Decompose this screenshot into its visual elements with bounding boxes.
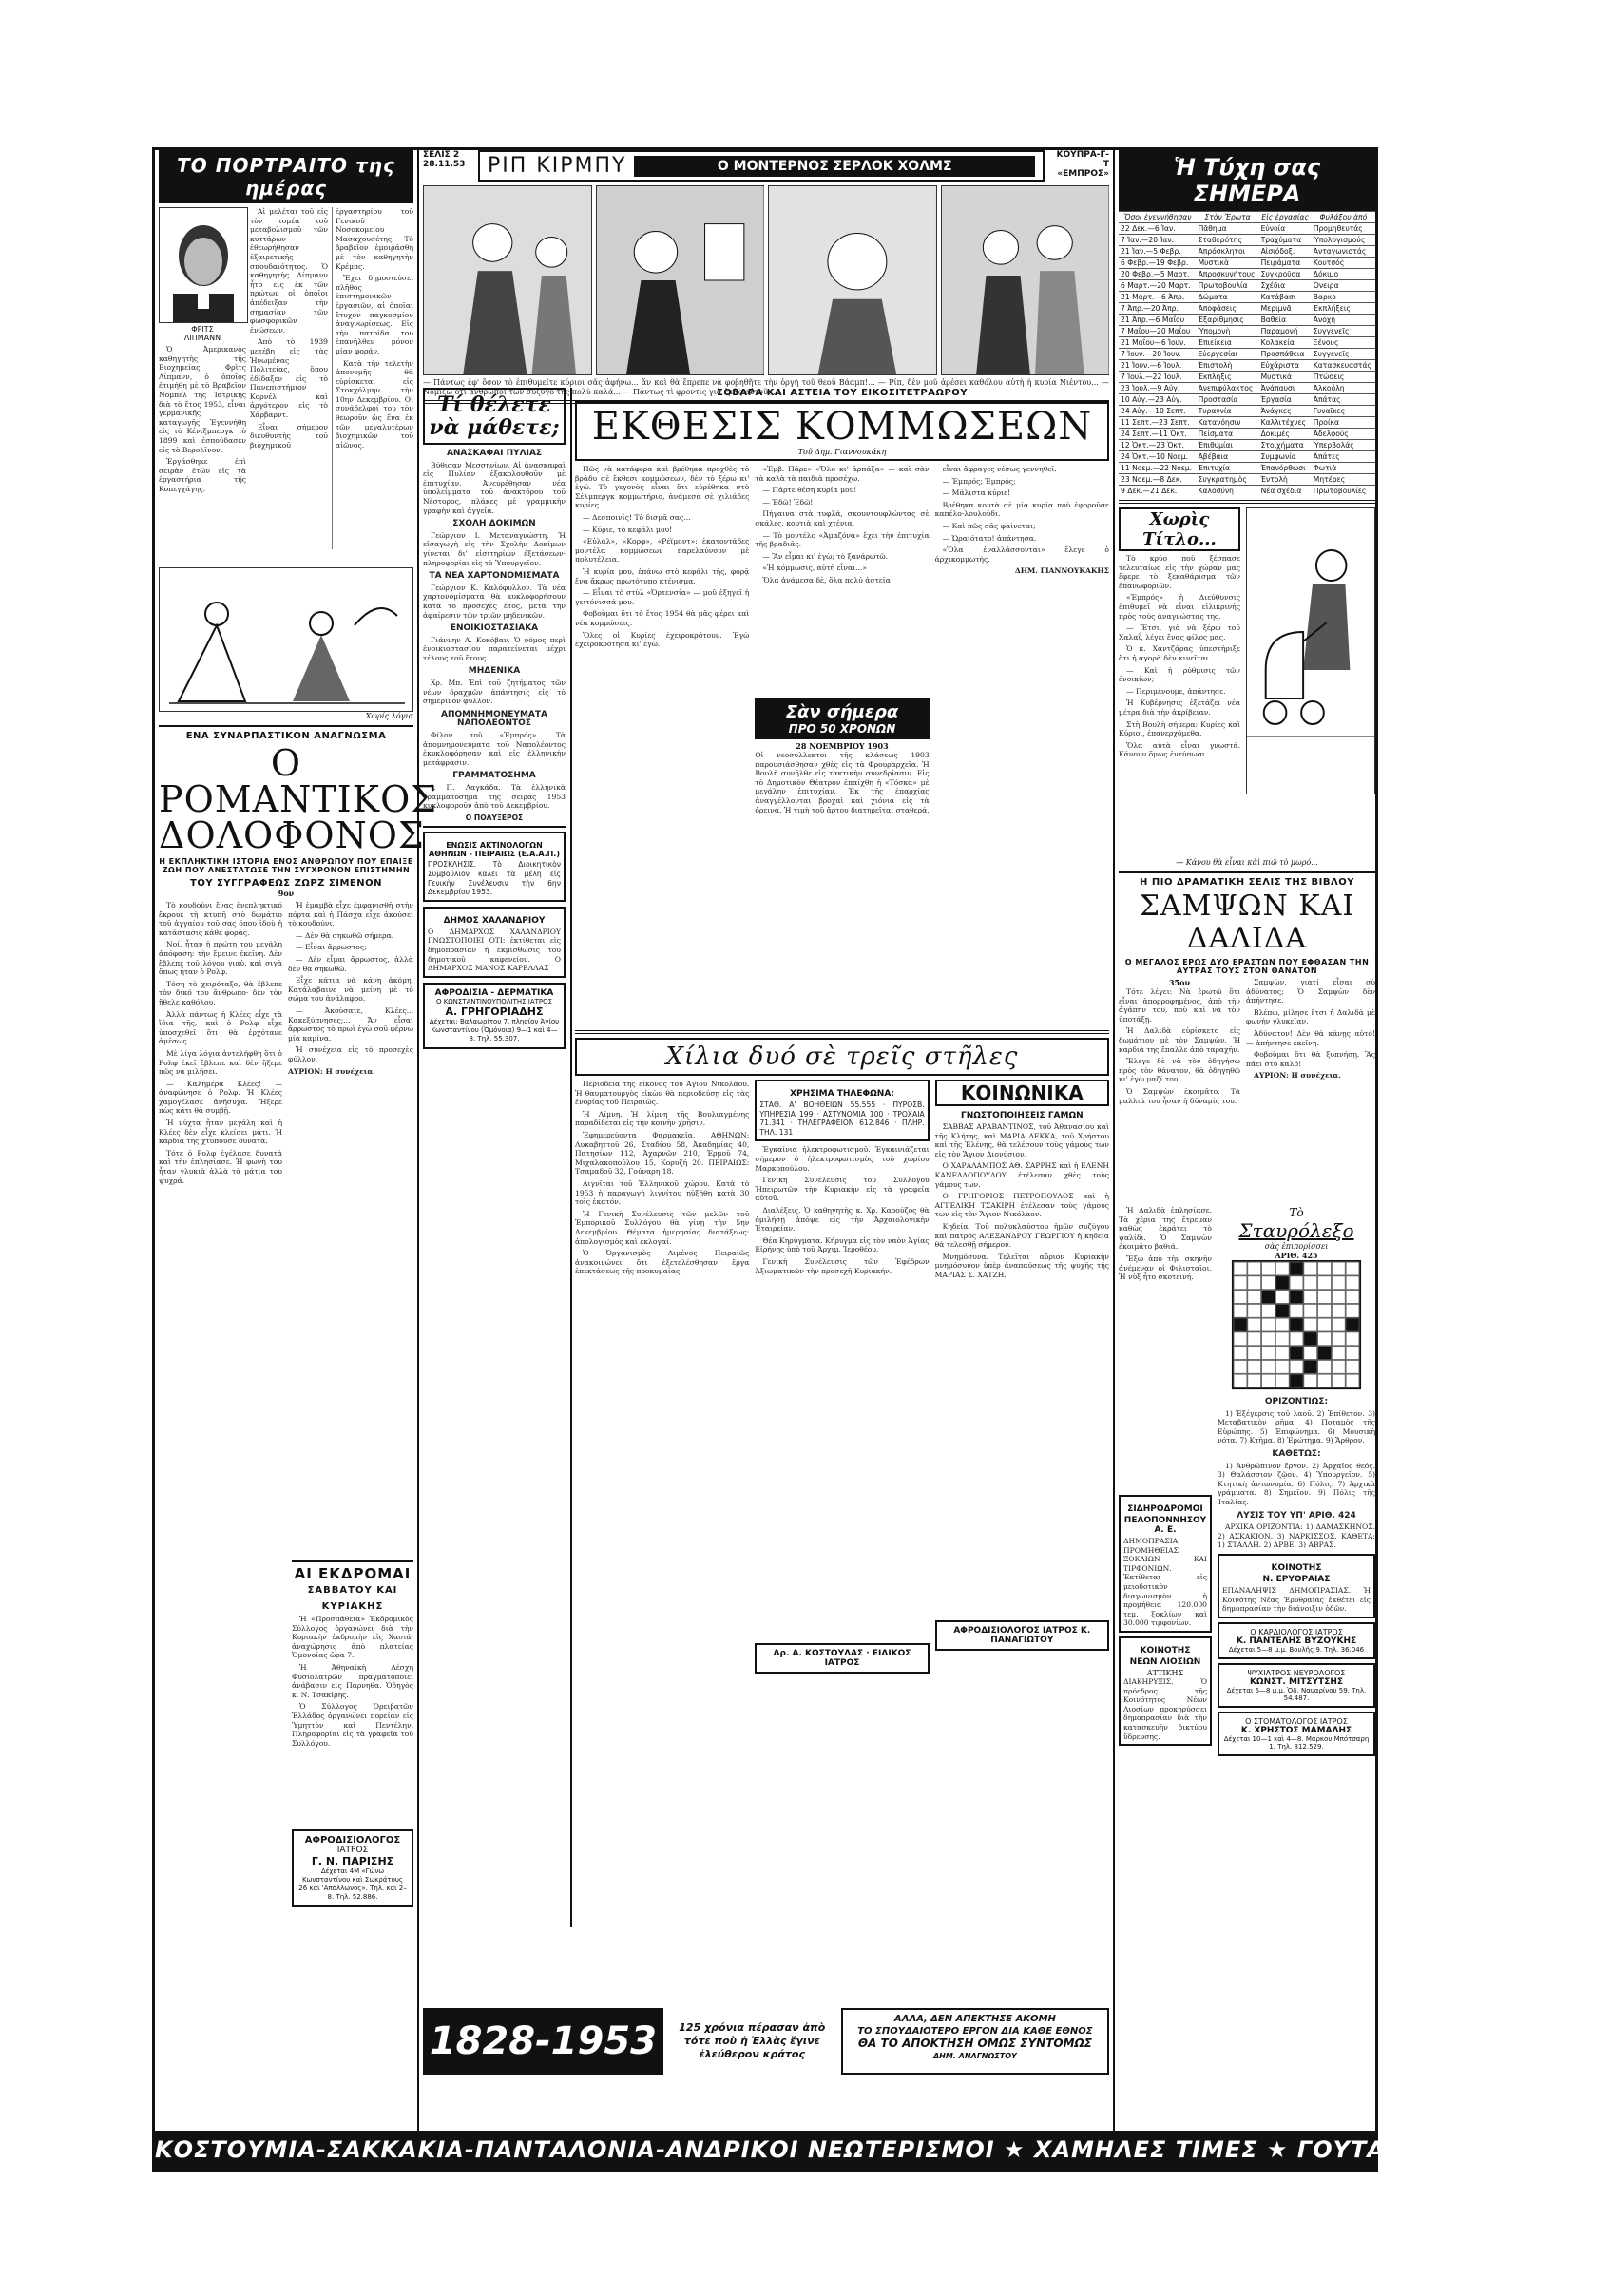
- crossword-grid[interactable]: [1232, 1260, 1361, 1389]
- horoscope-table: Ὅσοι ἐγεννήθησαν Στὸν Ἔρωτα Εἰς ἐργασίας Φυλάξου ἀπό 22 Δεκ.—6 Ἰαν. Πᾶθημα Εὐνοία Προμηθευτάς 7 Ἰαν.—20 Ἰαν. Σταθερότης Τραχύματα Ὑπολογισμούς 21 Ἰαν.—5 Φεβρ. Ἀπρόσκλητοι Αἰσιόδοξ. Ἀνταγωνιστάς 6 Φεβρ.—19 Φεβρ. Μυστικὰ Πειράματα Κουτσός 20 Φεβρ.—5 Μαρτ. Ἀπροσκυνήτους Συγκροῦσα Δόκιμο 6 Μαρτ.—20 Μαρτ. Πρωτοβουλία Σχέδια Ὀνειρα 21 Μαρτ.—6 Ἀπρ. Δώματα Κατάβασι Βαρκο 7 Ἀπρ.—20 Ἀπρ. Ἀποφάσεις Μεριμνᾶ Ἐκπλήξεις 21 Ἀπρ.—6 Μαΐου Ἐξαρίθμησις Βαθεία Ἀνοχὴ 7 Μαΐου—20 Μαΐου Ὑπομονὴ Παραμονή Συγγενεῖς 21 Μαΐου—6 Ἰουν. Ἐπιείκεια Κολακεία Ξένους 7 Ἰουν.—20 Ἰουν. Εὐεργεσίαι Προσπάθεια Συγγενεῖς 21 Ἰουν.—6 Ἰουλ. Ἐπιστολὴ Εὐχάριστα Κατασκευαστάς 7 Ἰουλ.—22 Ἰουλ. Ἐκπληξις Μυστικὰ Πτώσεις 23 Ἰουλ.—9 Αὐγ. Ἀνεπιφύλακτος Ἀνάπαυσι Ἀλκοόλη 10 Αὐγ.—23 Αὐγ. Προστασία Ἐργασία Ἀπάτας 24 Αὐγ.—10 Σεπτ. Τυραννία Ἀνάγκες Γυναῖκες 11 Σεπτ.—23 Σεπτ. Κατανόησιν Καλλιτέχνες Προίκα 24 Σεπτ.—11 Ὀκτ. Πείσματα Δοκιμές Ἀδελφούς 12 Ὀκτ.—23 Ὀκτ. Ἐπιθυμίαι Στοιχήματα Ὑπερβολάς 24 Ὀκτ.—10 Νοεμ. Ἀβέβαια Συμφωνία Ἀπάτες 11 Νοεμ.—22 Νοεμ. Ἐπιτυχία Ἐπανόρθωσι Φωτιὰ 23 Νοεμ.—8 Δεκ. Συγκρατημὸς Ἐντολὴ Μητέρες 9 Δεκ.—21 Δεκ. Καλοσύνη Νέα σχέδια Πρωτοβουλίες: [1119, 211, 1375, 496]
- horoscope-row: [1119, 463, 1375, 474]
- horoscope-cell: Δώματα: [1197, 292, 1259, 303]
- portrait-name: ΦΡΙΤΣ ΛΙΠΜΑΝΝ: [183, 325, 221, 342]
- ad-railways: ΣΙΔΗΡΟΔΡΟΜΟΙ ΠΕΛΟΠΟΝΝΗΣΟΥ Α. Ε. ΔΗΜΟΠΡΑΣΙΑ ΠΡΟΜΗΘΕΙΑΣ ΞΟΚΛΙΩΝ ΚΑΙ ΤΙΡΦΟΝΙΩΝ. Ἐκτίθεται εἰς μειοδοτικὸν διαγωνισμὸν ἡ προμήθεια 120.000 τεμ. ξοκλίων καὶ 30.000 τιρφονίων.: [1119, 1495, 1212, 1633]
- horoscope-cell: Κατασκευαστάς: [1312, 360, 1375, 372]
- horoscope-row: [1119, 337, 1375, 349]
- horoscope-cell: 10 Αὐγ.—23 Αὐγ.: [1119, 394, 1197, 406]
- crossword-cell: [1290, 1318, 1304, 1332]
- crossword-cell[interactable]: [1275, 1331, 1290, 1346]
- horoscope-cell: 7 Ἀπρ.—20 Ἀπρ.: [1119, 303, 1197, 315]
- comic-panel-4: [941, 185, 1110, 375]
- horoscope-cell: Καλλιτέχνες: [1259, 417, 1312, 429]
- crossword-cell[interactable]: [1261, 1304, 1275, 1318]
- crossword-cell[interactable]: [1317, 1360, 1332, 1374]
- horoscope-cell: 6 Μαρτ.—20 Μαρτ.: [1119, 280, 1197, 292]
- useful-phones: ΧΡΗΣΙΜΑ ΤΗΛΕΦΩΝΑ: ΣΤΑΘ. Α' ΒΟΗΘΕΙΩΝ 55.555 · ΠΥΡΟΣΒ. ΥΠΗΡΕΣΙΑ 199 · ΑΣΤΥΝΟΜΙΑ 100 · ΤΡΟΧΑΙΑ 71.341 · ΤΗΛΕΓΡΑΦΕΙΟΝ 612.846 · ΠΛΗΡ. ΤΗΛ. 131: [755, 1080, 929, 1141]
- crossword-cell[interactable]: [1247, 1374, 1261, 1388]
- horoscope-cell: Ἀποφάσεις: [1197, 303, 1259, 315]
- crossword-cell[interactable]: [1247, 1346, 1261, 1360]
- horoscope-cell: 21 Μαρτ.—6 Ἀπρ.: [1119, 292, 1197, 303]
- horoscope-cell: 23 Νοεμ.—8 Δεκ.: [1119, 474, 1197, 486]
- horoscope-cell: 22 Δεκ.—6 Ἰαν.: [1119, 223, 1197, 235]
- crossword-cell[interactable]: [1303, 1346, 1317, 1360]
- crossword-cell[interactable]: [1332, 1275, 1346, 1290]
- crossword-cell[interactable]: [1332, 1262, 1346, 1276]
- horoscope-cell: Ὑπερβολάς: [1312, 440, 1375, 451]
- crossword-cell[interactable]: [1234, 1374, 1248, 1388]
- crossword-cell[interactable]: [1261, 1262, 1275, 1276]
- horoscope-cell: Συγκρατημὸς: [1197, 474, 1259, 486]
- horoscope-row: [1119, 394, 1375, 406]
- crossword-cell[interactable]: [1332, 1360, 1346, 1374]
- crossword-cell[interactable]: [1317, 1374, 1332, 1388]
- horoscope-cell: Ἀνεπιφύλακτος: [1197, 383, 1259, 394]
- horoscope-cell: Πτώσεις: [1312, 372, 1375, 383]
- crossword-cell[interactable]: [1303, 1318, 1317, 1332]
- crossword-cell[interactable]: [1261, 1331, 1275, 1346]
- horoscope-cell: Σχέδια: [1259, 280, 1312, 292]
- pram-cartoon: [1246, 507, 1375, 794]
- crossword-cell[interactable]: [1317, 1331, 1332, 1346]
- crossword-cell[interactable]: [1346, 1360, 1360, 1374]
- horoscope-cell: Φωτιὰ: [1312, 463, 1375, 474]
- crossword-cell[interactable]: [1346, 1304, 1360, 1318]
- crossword-cell[interactable]: [1275, 1360, 1290, 1374]
- hair-show-article: ΣΟΒΑΡΑ ΚΑΙ ΑΣΤΕΙΑ ΤΟΥ ΕΙΚΟΣΙΤΕΤΡΑΩΡΟΥ ΕΚΘΕΣΙΣ ΚΟΜΜΩΣΕΩΝ Τοῦ Δημ. Γιαννουκάκη Πῶς νὰ κατάφερα καὶ βρέθηκα προχθὲς τὸ βράδυ σὲ ἔκθεσι κομμώσεων, δὲν τὸ ξέρω κι' ἐγώ. Τὸ γεγονὸς εἶναι ὅτι εὑρέθηκα στὸ Σέλμπεργκ κομμωτήριο, ἀνάμεσα σὲ χιλιάδες κυρίες. — Δεσποινίς! Τὸ δισμᾶ σας... — Κύριε, τὸ κεφάλι μου! «Εὐλάλ», «Κορφ», «Ρέϊμοντ»: ἑκατοντάδες μοντέλα κομμώσεων παρελαύνουν μὲ πολυτέλεια. Ἡ κυρία μου, ἐπάνω στὸ κεφάλι τῆς, φορᾷ ἔνα ἄκρως πρωτότυπο κτένισμα. — Εἶναι τὸ στὺλ «Ὀρτενσία» — μοῦ ἐξηγεῖ ἡ γειτόνισσά μου. Φοβοῦμαι ὅτι τὸ ἔτος 1954 θὰ μᾶς φέρει καὶ νέα κομμώσεις. Ὅλες οἱ Κυρίες ἐχειροκρότουν. Ἐγὼ ἐχειροκρότησα κι' ἐγὼ. «Ἐμβ. Πάρε» «Ὄλο κι' ἀρπάξα» — καὶ σὰν τὰ καλὰ τὰ παιδιὰ προσέχω. — Πάρτε θέση κυρία μου! — Ἐδῶ! Ἐδῶ! Πήγαινα στὰ τυφλά, σκουντουφλώντας σὲ σκάλες, κουτιὰ καὶ χτένια. — Τὸ μοντέλο «Ἀμαζόνα» ἔχει τὴν ἐπιτυχία τῆς βραδιᾶς. — Ἂν εἶμαι κι' ἐγὼ; τὸ ξανάρωτῶ. «Ἡ κόμμωσις, αὐτὴ εἶναι...» Ὅλα ἀνάμεσα δὲ, ὅλα πολύ ἀστεῖα! Σὰν σήμερα ΠΡΟ 50 ΧΡΟΝΩΝ 28 ΝΟΕΜΒΡΙΟΥ 1903 Οἱ νεοσύλλεκτοι τῆς κλάσεως 1903 παρουσιάσθησαν χθὲς εἰς τὰ Φρουραρχεῖα. Ἡ Βουλὴ συνῆλθε εἰς τακτικὴν συνεδρίασιν. Εἰς τὸ Δημοτικὸν Θέατρον ἐπαίχθη ἡ «Τόσκα» μὲ μεγάλην ἐπιτυχίαν. Ἐκ τῆς ἐπαρχίας ἀναγγέλλονται βροχαὶ καὶ χιόνια εἰς τὰ ὀρεινά. Ἡ τιμὴ τοῦ ἄρτου διατηρεῖται σταθερά. εἶναι ἄφραγες νέσως γεννηθεῖ. — Ἐμπρός; Ἐμπρός; — Μάλιστα κύριε! Βρέθηκα κοντὰ σὲ μία κυρία ποὺ ἐφοροῦσε καπέλο-λουλούδι. — Καὶ πῶς σᾶς φαίνεται; — Ὡραιότατο! ἀπάντησα. «Ὅλα ἐναλλάσσονται» ἔλεγε ὁ ἀρχικομμωτής. ΔΗΜ. ΓΙΑΝΝΟΥΚΑΚΗΣ Χίλια δυό σὲ τρεῖς στῆλες Περιοδεία τῆς εἰκόνος τοῦ Ἀγίου Νικολάου. Ἡ θαυματουργὸς εἰκὼν θὰ περιοδεύσῃ εἰς τὰς ἐνορίας τοῦ Πειραιῶς. Ἡ Λίμνη. Ἡ λίμνη τῆς Βουλιαγμένης παραδίδεται εἰς τὴν κοινὴν χρῆσιν. Ἐφημερεύοντα Φαρμακεῖα. ΑΘΗΝΩΝ: Λυκαβηττοῦ 26, Σταδίου 58, Ἀκαδημίας 40, Πατησίων 112, Ἀχαρνῶν 210, Ἑρμοῦ 74, Μιχαλακοπούλου 15, Κορυζή 20. ΠΕΙΡΑΙΩΣ: Τσαμαδοῦ 32, Γούναρη 18. Λιγνῖται τοῦ Ἑλληνικοῦ χώρου. Κατὰ τὸ 1953 ἡ παραγωγὴ λιγνίτου ηὐξήθη κατὰ 30 τοῖς ἑκατόν. Ἡ Γενικὴ Συνέλευσις τῶν μελῶν τοῦ Ἐμπορικοῦ Συλλόγου θὰ γίνῃ τὴν 5ην Δεκεμβρίου. Θέματα ἡμερησίας διατάξεως: ἀπολογισμὸς καὶ ἐκλογαί. Ὁ Ὀργανισμὸς Λιμένος Πειραιῶς ἀνακοινώνει ὅτι ἐξετελέσθησαν ἔργα ἐπεκτάσεως τῆς προκυμαίας. ΧΡΗΣΙΜΑ ΤΗΛΕΦΩΝΑ: ΣΤΑΘ. Α' ΒΟΗΘΕΙΩΝ 55.555 · ΠΥΡΟΣΒ. ΥΠΗΡΕΣΙΑ 199 · ΑΣΤΥΝΟΜΙΑ 100 · ΤΡΟΧΑΙΑ 71.341 · ΤΗΛΕΓΡΑΦΕΙΟΝ 612.846 · ΠΛΗΡ. ΤΗΛ. 131 Ἐγκαίνια ἠλεκτροφωτισμοῦ. Ἐγκαινιάζεται σήμερον ὁ ἠλεκτροφωτισμὸς τοῦ χωρίου Μαρκοπούλου. Γενικὴ Συνέλευσις τοῦ Συλλόγου Ἠπειρωτῶν τὴν Κυριακὴν εἰς τὰ γραφεῖα αὐτοῦ. Διαλέξεις. Ὁ καθηγητὴς κ. Χρ. Καρούζος θὰ ὁμιλήσῃ ἀπόψε εἰς τὴν Ἀρχαιολογικὴν Ἑταιρείαν. Θέα Κηρύγματα. Κήρυγμα εἰς τὸν ναὸν Ἁγίας Εἰρήνης ὑπὸ τοῦ Ἀρχιμ. Ἱεροθέου. Γενικὴ Συνέλευσις τῶν Ἐφέδρων Ἀξιωματικῶν τὴν προσεχῆ Κυριακήν. Δρ. Α. ΚΩΣΤΟΥΛΑΣ · ΕΙΔΙΚΟΣ ΙΑΤΡΟΣ ΚΟΙΝΩΝΙΚΑ ΓΝΩΣΤΟΠΟΙΗΣΕΙΣ ΓΑΜΩΝ ΣΑΒΒΑΣ ΑΡΑΒΑΝΤΙΝΟΣ, τοῦ Ἀθανασίου καὶ τῆς Κλήτης, καὶ ΜΑΡΙΑ ΛΕΚΚΑ, τοῦ Χρήστου καὶ τῆς Ἑλένης, θὰ τελέσουν τοὺς γάμους των εἰς τὸν Ἅγιον Διονύσιον. Ο ΧΑΡΑΛΑΜΠΟΣ ΑΘ. ΣΑΡΡΗΣ καὶ ἡ ΕΛΕΝΗ ΚΑΝΕΛΛΟΠΟΥΛΟΥ ἐτέλεσαν χθὲς τοὺς γάμους των. Ο ΓΡΗΓΟΡΙΟΣ ΠΕΤΡΟΠΟΥΛΟΣ καὶ ἡ ΑΓΓΕΛΙΚΗ ΤΣΑΚΙΡΗ ἐτέλεσαν τοὺς γάμους των εἰς τὸν Ἅγιον Νικόλαον. Κηδεία. Τοῦ πολυκλαύστου ἡμῶν συζύγου καὶ πατρὸς ΑΛΕΞΑΝΔΡΟΥ ΓΕΩΡΓΙΟΥ ἡ κηδεία θὰ τελεσθῇ σήμερον. Μνημόσυνα. Τελεῖται αὔριον Κυριακὴν μνημόσυνον ὑπὲρ ἀναπαύσεως τῆς ψυχῆς τῆς ΜΑΡΙΑΣ Σ. ΧΑΤΖΗ. ΑΦΡΟΔΙΣΙΟΛΟΓΟΣ ΙΑΤΡΟΣ Κ. ΠΑΝΑΓΙΩΤΟΥ: [575, 388, 1109, 1927]
- comic-strip: [423, 185, 1109, 375]
- crossword-cell[interactable]: [1275, 1318, 1290, 1332]
- horoscope-cell: 21 Ἰαν.—5 Φεβρ.: [1119, 246, 1197, 258]
- weekend-title: ΑΙ ΕΚΔΡΟΜΑΙ ΣΑΒΒΑΤΟΥ ΚΑΙ ΚΥΡΙΑΚΗΣ: [294, 1565, 412, 1612]
- horoscope-cell: Πρωτοβουλία: [1197, 280, 1259, 292]
- hair-show-title: ΕΚΘΕΣΙΣ ΚΟΜΜΩΣΕΩΝ: [591, 405, 1093, 449]
- samson-title: ΣΑΜΨΩΝ ΚΑΙ ΔΑΛΙΔΑ: [1139, 890, 1355, 955]
- horoscope-cell: Προίκα: [1312, 417, 1375, 429]
- horoscope-row: [1119, 223, 1375, 235]
- anniversary-banner: 1828-1953 125 χρόνια πέρασαν ἀπὸ τότε ποὺ ἡ Ἑλλὰς ἔγινε ἐλεύθερον κράτος ΑΛΛΑ, ΔΕΝ ΑΠΕΚΤΗΣΕ ΑΚΟΜΗ ΤΟ ΣΠΟΥΔΑΙΟΤΕΡΟ ΕΡΓΟΝ ΔΙΑ ΚΑΘΕ ΕΘΝΟΣ ΘΑ ΤΟ ΑΠΟΚΤΗΣΗ ΟΜΩΣ ΣΥΝΤΟΜΩΣ ΔΗΜ. ΑΝΑΓΝΩΣΤΟΥ: [423, 2008, 1109, 2075]
- crossword-cell[interactable]: [1346, 1262, 1360, 1276]
- ad-kostoulas: Δρ. Α. ΚΩΣΤΟΥΛΑΣ · ΕΙΔΙΚΟΣ ΙΑΤΡΟΣ: [755, 1643, 929, 1674]
- ad-dentist: Ο ΣΤΟΜΑΤΟΛΟΓΟΣ ΙΑΤΡΟΣ Κ. ΧΡΗΣΤΟΣ ΜΑΜΑΛΗΣ Δέχεται 10—1 καὶ 4—8. Μάρκου Μπότσαρη 1. Τηλ. 812.529.: [1218, 1712, 1375, 1756]
- horoscope-cell: Ἀνοχὴ: [1312, 315, 1375, 326]
- crossword-cell: [1275, 1304, 1290, 1318]
- serial-title: Ο ΡΟΜΑΝΤΙΚΟΣ ΔΟΛΟΦΟΝΟΣ: [159, 742, 438, 856]
- hair-show-byline: Τοῦ Δημ. Γιαννουκάκη: [797, 448, 887, 456]
- horoscope-cell: Μυστικὰ: [1259, 372, 1312, 383]
- horoscope-cell: Κατανόησιν: [1197, 417, 1259, 429]
- weekend-text: Ἡ «Προσπάθεια» Ἐκδρομικὸς Σύλλογος ὀργανώνει διὰ τὴν Κυριακὴν ἐκδρομὴν εἰς Χασιά· ἀναχώρησις ἀπὸ πλατείας Ὁμονοίας ὥρα 7. Ἡ Ἀθηναϊκὴ Λέσχη Φυσιολατρῶν πραγματοποιεῖ ἀνάβασιν εἰς Πάρνηθα. Ὁδηγὸς κ. Ν. Τσακίρης. Ὁ Σύλλογος Ὁρειβατῶν Ἑλλάδος ὀργανώνει πορείαν εἰς Ὑμηττὸν καὶ Πεντέλην. Πληροφορίαι εἰς τὰ γραφεῖα τοῦ Συλλόγου.: [292, 1615, 413, 1748]
- horoscope-cell: Συγγενεῖς: [1312, 326, 1375, 337]
- horoscope-cell: Ἀνάγκες: [1259, 406, 1312, 417]
- horoscope-row: [1119, 235, 1375, 246]
- crossword-cell: [1275, 1275, 1290, 1290]
- crossword-cell[interactable]: [1303, 1374, 1317, 1388]
- horoscope-cell: Ἀλκοόλη: [1312, 383, 1375, 394]
- horoscope-cell: Προμηθευτάς: [1312, 223, 1375, 235]
- right-column: Ἡ Τύχη σας ΣΗΜΕΡΑ Ὅσοι ἐγεννήθησαν Στὸν Ἔρωτα Εἰς ἐργασίας Φυλάξου ἀπό 22 Δεκ.—6 Ἰαν. Πᾶθημα Εὐνοία Προμηθευτάς 7 Ἰαν.—20 Ἰαν. Σταθερότης Τραχύματα Ὑπολογισμούς 21 Ἰαν.—5 Φεβρ. Ἀπρόσκλητοι Αἰσιόδοξ. Ἀνταγωνιστάς 6 Φεβρ.—19 Φεβρ. Μυστικὰ Πειράματα Κουτσός 20 Φεβρ.—5 Μαρτ. Ἀπροσκυνήτους Συγκροῦσα Δόκιμο 6 Μαρτ.—20 Μαρτ. Πρωτοβουλία Σχέδια Ὀνειρα 21 Μαρτ.—6 Ἀπρ. Δώματα Κατάβασι Βαρκο 7 Ἀπρ.—20 Ἀπρ. Ἀποφάσεις Μεριμνᾶ Ἐκπλήξεις 21 Ἀπρ.—6 Μαΐου Ἐξαρίθμησις Βαθεία Ἀνοχὴ 7 Μαΐου—20 Μαΐου Ὑπομονὴ Παραμονή Συγγενεῖς 21 Μαΐου—6 Ἰουν. Ἐπιείκεια Κολακεία Ξένους 7 Ἰουν.—20 Ἰουν. Εὐεργεσίαι Προσπάθεια Συγγενεῖς 21 Ἰουν.—6 Ἰουλ. Ἐπιστολὴ Εὐχάριστα Κατασκευαστάς 7 Ἰουλ.—22 Ἰουλ. Ἐκπληξις Μυστικὰ Πτώσεις 23 Ἰουλ.—9 Αὐγ. Ἀνεπιφύλακτος Ἀνάπαυσι Ἀλκοόλη 10 Αὐγ.—23 Αὐγ. Προστασία Ἐργασία Ἀπάτας 24 Αὐγ.—10 Σεπτ. Τυραννία Ἀνάγκες Γυναῖκες 11 Σεπτ.—23 Σεπτ. Κατανόησιν Καλλιτέχνες Προίκα 24 Σεπτ.—11 Ὀκτ. Πείσματα Δοκιμές Ἀδελφούς 12 Ὀκτ.—23 Ὀκτ. Ἐπιθυμίαι Στοιχήματα Ὑπερβολάς 24 Ὀκτ.—10 Νοεμ. Ἀβέβαια Συμφωνία Ἀπάτες 11 Νοεμ.—22 Νοεμ. Ἐπιτυχία Ἐπανόρθωσι Φωτιὰ 23 Νοεμ.—8 Δεκ. Συγκρατημὸς Ἐντολὴ Μητέρες 9 Δεκ.—21 Δεκ. Καλοσύνη Νέα σχέδια Πρωτοβουλίες Χωρὶς Τίτλο... Τὸ κρύο ποὺ ξέσπασε τελευταίως εἰς τὴν χώραν μας ἔφερε τὸ ξεκαθάρισμα τῶν ἐπανωφοριῶν. «Ἐμπρός» ἡ Διεύθυνσις ἐπιθυμεῖ νὰ εἶναι εἰλικρινής πρὸς τοὺς ἀναγνώστας της. — Ἔτσι, γιὰ νὰ ξέρω τοῦ Χαλαΐ, λέγει ἕνας φίλος μας. Ὁ κ. Χαντζάρας ὑπεστήριξε ὅτι ἡ ἀγορὰ δὲν κινεῖται. — Καὶ ἡ ρύθμισις τῶν ἐνοικίων; — Περιμένουμε, ἀπάντησε. Ἡ Κυβέρνησις ἐξετάζει νέα μέτρα διὰ τὴν ἀκρίβειαν. Στὴ Βουλὴ σήμερα: Κυρίες καὶ Κύριοι, ἐπανερχόμεθα. Ὅλα αὐτὰ εἶναι γνωστά. Κάνουν ὅμως ἐντύπωσι. — Κάνου θὰ εἶναι κὰὶ πιῶ τὸ μωρό... Η ΠΙΟ ΔΡΑΜΑΤΙΚΗ ΣΕΛΙΣ ΤΗΣ ΒΙΒΛΟΥ ΣΑΜΨΩΝ ΚΑΙ ΔΑΛΙΔΑ Ο ΜΕΓΑΛΟΣ ΕΡΩΣ ΔΥΟ ΕΡΑΣΤΩΝ ΠΟΥ ΕΦΘΑΣΑΝ ΤΗΝ ΑΥΤΡΑΣ ΤΟΥΣ ΣΤΟΝ ΘΑΝΑΤΟΝ 35ον Τότε λέγει: Νὰ ἐρωτῶ ὅτι εἶναι ἀπορροφημένος, ἀπὸ τὴν ἀγάπην του, ποὺ καὶ νὰ τὸν ὑποτάξῃ. Ἡ Δαλιδὰ εὑρίσκετο εἰς δωμάτιον μὲ τὸν Σαμψὼν. Ἡ καρδιὰ της ἔπαλλε ἀπὸ ταραχήν. Ἔλεγε δὲ νὰ τὸν ὁδηγήσω πρὸς τὸν θάνατον, θὰ ὁδηγηθῶ κι' ἐγὼ μαζί του. Ὁ Σαμψὼν ἐκοιμᾶτο. Τὰ μαλλιά του ἦσαν ἡ δύναμίς του. Σαμψὼν, γιατί εἶσαι σὺ ἀδύνατος; Ὁ Σαμψὼν δὲν ἀπήντησε. Βλέπω, μίλησε ἔτσι ἡ Δαλιδὰ μὲ φωνὴν γλυκεῖαν. Ἀδύνατον! Δὲν θὰ κάνῃς αὐτό! — ἀπήντησε ἐκεῖνη. Φοβοῦμαι ὅτι θὰ ξυπνήσῃ. Ἂς πάει στὸ καλό! ΑΥΡΙΟΝ: Η συνέχεια. Ἡ Δαλιδὰ ἐπλησίασε. Τὰ χέρια της ἔτρεμαν καθὼς ἐκράτει τὸ ψαλίδι. Ὁ Σαμψὼν ἐκοιμᾶτο βαθιά. Ἔξω ἀπὸ τὴν σκηνὴν ἀνέμεναν οἱ Φιλισταῖοι. Ἡ νὺξ ἦτο σκοτεινή. ΣΙΔΗΡΟΔΡΟΜΟΙ ΠΕΛΟΠΟΝΝΗΣΟΥ Α. Ε. ΔΗΜΟΠΡΑΣΙΑ ΠΡΟΜΗΘΕΙΑΣ ΞΟΚΛΙΩΝ ΚΑΙ ΤΙΡΦΟΝΙΩΝ. Ἐκτίθεται εἰς μειοδοτικὸν διαγωνισμὸν ἡ προμήθεια 120.000 τεμ. ξοκλίων καὶ 30.000 τιρφονίων. ΚΟΙΝΟΤΗΣ ΝΕΩΝ ΛΙΟΣΙΩΝ ΑΤΤΙΚΗΣ ΔΙΑΚΗΡΥΞΙΣ. Ὁ πρόεδρος τῆς Κοινότητος Νέων Λιοσίων προκηρύσσει δημοπρασίαν διὰ τὴν κατασκευὴν δικτύου ὕδρευσης. Τὸ Σταυρόλεξο σὰς ἐπιπορίσσει ΑΡΙΘ. 425 ΟΡΙΖΟΝΤΙΩΣ: 1) Ἐξέγερσις τοῦ λαοῦ. 2) Ἐπίθετον. 3) Μεταβατικὸν ρῆμα. 4) Ποταμὸς τῆς Εὐρώπης. 5) Ἐπιφώνημα. 6) Μουσικὴ νότα. 7) Κτῆμα. 8) Ἐρώτημα. 9) Ἄρθρον. ΚΑΘΕΤΩΣ: 1) Ἀνθρώπινον ἔργον. 2) Ἀρχαῖος θεός. 3) Θαλάσσιον ζῷον. 4) Ὑπουργεῖον. 5) Κτητικὴ ἀντωνυμία. 6) Πόλις. 7) Ἀρχικὰ γράμματα. 8) Σημεῖον. 9) Πόλις τῆς Ἰταλίας. ΛΥΣΙΣ ΤΟΥ ΥΠ' ΑΡΙΘ. 424 ΑΡΧΙΚΑ ΟΡΙΖΟΝΤΙΑ: 1) ΔΑΜΑΣΚΗΝΟΣ. 2) ΑΣΚΑΚΙΟΝ. 3) ΝΑΡΚΙΣΣΟΣ. ΚΑΘΕΤΑ: 1) ΣΤΑΛΛΗ. 2) ΑΡΒΕ. 3) ΑΒΡΑΣ. ΚΟΙΝΟΤΗΣ Ν. ΕΡΥΘΡΑΙΑΣ ΕΠΑΝΑΛΗΨΙΣ ΔΗΜΟΠΡΑΣΙΑΣ. Ἡ Κοινότης Νέας Ἐρυθραίας ἐκθέτει εἰς δημοπρασίαν τὴν διάνοιξιν ὁδῶν. Ο ΚΑΡΔΙΟΛΟΓΟΣ ΙΑΤΡΟΣ Κ. ΠΑΝΤΕΛΗΣ ΒΥΖΟΥΚΗΣ Δέχεται 5—8 μ.μ. Βουλῆς 9. Τηλ. 36.046 ΨΥΧΙΑΤΡΟΣ ΝΕΥΡΟΛΟΓΟΣ ΚΩΝΣΤ. ΜΙΤΣΥΤΣΗΣ Δέχεται 5—8 μ.μ. Ὁδ. Ναυαρίνου 59. Τηλ. 54.487. Ο ΣΤΟΜΑΤΟΛΟΓΟΣ ΙΑΤΡΟΣ Κ. ΧΡΗΣΤΟΣ ΜΑΜΑΛΗΣ Δέχεται 10—1 καὶ 4—8. Μάρκου Μπότσαρη 1. Τηλ. 812.529.: [1119, 150, 1375, 2169]
- horoscope-cell: Ἐπιστολὴ: [1197, 360, 1259, 372]
- horoscope-cell: Βαθεία: [1259, 315, 1312, 326]
- crossword-cell[interactable]: [1303, 1262, 1317, 1276]
- horoscope-cell: Εὐνοία: [1259, 223, 1312, 235]
- crossword-cell[interactable]: [1290, 1360, 1304, 1374]
- crossword-cell[interactable]: [1346, 1275, 1360, 1290]
- crossword-cell[interactable]: [1317, 1290, 1332, 1304]
- horoscope-cell: Συμφωνία: [1259, 451, 1312, 463]
- horoscope-cell: Ἀβέβαια: [1197, 451, 1259, 463]
- horoscope-cell: Συγκροῦσα: [1259, 269, 1312, 280]
- horoscope-cell: Εὐεργεσίαι: [1197, 349, 1259, 360]
- horoscope-cell: 21 Μαΐου—6 Ἰουν.: [1119, 337, 1197, 349]
- horoscope-cell: Νέα σχέδια: [1259, 486, 1312, 497]
- left-column: [159, 150, 438, 2169]
- horoscope-cell: Μεριμνᾶ: [1259, 303, 1312, 315]
- comic-panel-2: [596, 185, 765, 375]
- horoscope-row: [1119, 417, 1375, 429]
- crossword-cell[interactable]: [1303, 1290, 1317, 1304]
- horoscope-cell: Συγγενεῖς: [1312, 349, 1375, 360]
- crossword-cell: [1317, 1346, 1332, 1360]
- horoscope-cell: Προστασία: [1197, 394, 1259, 406]
- horoscope-cell: Ἐπιθυμίαι: [1197, 440, 1259, 451]
- crossword-cell[interactable]: [1346, 1346, 1360, 1360]
- comic-panel-3: [768, 185, 937, 375]
- crossword-cell: [1234, 1318, 1248, 1332]
- crossword-cell[interactable]: [1332, 1290, 1346, 1304]
- horoscope-cell: Γυναῖκες: [1312, 406, 1375, 417]
- crossword-cell[interactable]: [1317, 1275, 1332, 1290]
- crossword-cell[interactable]: [1290, 1275, 1304, 1290]
- horoscope-cell: 24 Σεπτ.—11 Ὀκτ.: [1119, 429, 1197, 440]
- crossword-cell[interactable]: [1247, 1275, 1261, 1290]
- horoscope-row: [1119, 292, 1375, 303]
- horoscope-cell: Αἰσιόδοξ.: [1259, 246, 1312, 258]
- horoscope-cell: Ἀπρόσκλητοι: [1197, 246, 1259, 258]
- crossword-cell[interactable]: [1332, 1318, 1346, 1332]
- crossword-cell: [1290, 1346, 1304, 1360]
- crossword-cell: [1290, 1374, 1304, 1388]
- horoscope-row: [1119, 372, 1375, 383]
- horoscope-row: [1119, 383, 1375, 394]
- crossword-cell[interactable]: [1332, 1374, 1346, 1388]
- crossword-cell[interactable]: [1234, 1346, 1248, 1360]
- horoscope-cell: Στοιχήματα: [1259, 440, 1312, 451]
- portrait-text: Αἱ μελέται τοῦ εἰς τὸν τομέα τοῦ μεταβολισμοῦ τῶν κυττάρων ἐθεωρήθησαν ἐξαιρετικῆς σπουδαιότητος. Ὁ καθηγητὴς Λίπμανν ἦτο εἰς ἐκ τῶν πρώτων οἱ ὁποῖοι ἀπέδειξαν τὴν σημασίαν τῶν φωσφορικῶν ἑνώσεων. Ἀπὸ τὸ 1939 μετέβη εἰς τὰς Ἡνωμένας Πολιτείας, ὅπου ἐδίδαξεν εἰς τὸ Πανεπιστήμιον Κορνέλ καὶ ἀργότερον εἰς τὸ Χάρβαρντ. Εἶναι σήμερον διευθυντὴς τοῦ βιοχημικοῦ ἐργαστηρίου τοῦ Γενικοῦ Νοσοκομείου Μασαχουσέτης. Τὸ βραβεῖον ἐμοιράσθη μὲ τὸν καθηγητὴν Κρέμπς. Ἔχει δημοσιεύσει πλῆθος ἐπιστημονικῶν ἐργασιῶν, αἱ ὁποῖαι ἔτυχον παγκοσμίου ἀναγνωρίσεως. Εἰς τὴν πατρίδα του ἐπανῆλθεν μόνον μίαν φοράν. Κατὰ τὴν τελετὴν ἀπονομῆς θὰ εὑρίσκεται εἰς Στοκχόλμην τὴν 10ην Δεκεμβρίου. Οἱ συνάδελφοί του τὸν θεωροῦν ὡς ἕνα ἐκ τῶν μεγαλυτέρων βιοχημικῶν τοῦ αἰῶνος.: [250, 207, 413, 450]
- serial-byline: ΤΟΥ ΣΥΓΓΡΑΦΕΩΣ ΖΩΡΖ ΣΙΜΕΝΟΝ: [190, 878, 382, 889]
- horoscope-cell: Ἀπροσκυνήτους: [1197, 269, 1259, 280]
- horoscope-cell: Εὐχάριστα: [1259, 360, 1312, 372]
- horoscope-cell: 9 Δεκ.—21 Δεκ.: [1119, 486, 1197, 497]
- horoscope-cell: Δοκιμές: [1259, 429, 1312, 440]
- crossword-cell[interactable]: [1346, 1290, 1360, 1304]
- horoscope-cell: 24 Αὐγ.—10 Σεπτ.: [1119, 406, 1197, 417]
- crossword-cell[interactable]: [1290, 1304, 1304, 1318]
- ad-panagiotou: ΑΦΡΟΔΙΣΙΟΛΟΓΟΣ ΙΑΤΡΟΣ Κ. ΠΑΝΑΓΙΩΤΟΥ: [935, 1620, 1109, 1651]
- horoscope-row: [1119, 280, 1375, 292]
- horoscope-cell: Πᾶθημα: [1197, 223, 1259, 235]
- horoscope-row: [1119, 486, 1375, 497]
- horoscope-row: [1119, 303, 1375, 315]
- horoscope-row: [1119, 406, 1375, 417]
- crossword-cell[interactable]: [1346, 1331, 1360, 1346]
- serial-installment: 9ον: [278, 889, 295, 898]
- horoscope-cell: 7 Ἰουν.—20 Ἰουν.: [1119, 349, 1197, 360]
- horoscope-row: [1119, 360, 1375, 372]
- horoscope-cell: 23 Ἰουλ.—9 Αὐγ.: [1119, 383, 1197, 394]
- serial-text-col2: Ἡ ἐμαμβὰ εἶχε ἐμφανισθῆ στὴν πόρτα καὶ ἡ Πάσχα εἶχε ἀκούσει τὸ κουδούνι. — Δὲν θὰ σηκωθῶ σήμερα. — Εἶναι ἄρρωστος; — Δὲν εἶμαι ἄρρωστος, ἀλλὰ δὲν θὰ σηκωθῶ. Εἶχε κάτια νὰ κάνη ἀκόμη. Κατάλαβαινε νὰ μείνη μὲ τὸ σώμα του ἀνάλαφρο. — Ἀκούσατε, Κλέες... Κακεξύπνησες;... Ἄν εἶσαι ἄρρωστος τὸ πρωὶ ἐγὼ σοῦ φέρνω μία καμίνα. Ἡ συνέχεια εἰς τὸ προσεχὲς φύλλον. ΑΥΡΙΟΝ: Η συνέχεια.: [288, 901, 413, 1076]
- crossword-cell[interactable]: [1275, 1346, 1290, 1360]
- ad-grigoriadis: ΑΦΡΟΔΙΣΙΑ - ΔΕΡΜΑΤΙΚΑ Ο ΚΩΝΣΤΑΝΤΙΝΟΥΠΟΛΙΤΗΣ ΙΑΤΡΟΣ Α. ΓΡΗΓΟΡΙΑΔΗΣ Δέχεται: Βαλαωρίτου 7, πλησίον Ἀγίου Κωνσταντίνου (Ὁμόνοια) 9—1 καὶ 4—8. Τηλ. 55.307.: [423, 983, 566, 1049]
- horoscope-cell: Ἐργασία: [1259, 394, 1312, 406]
- crossword-title: Τὸ Σταυρόλεξο σὰς ἐπιπορίσσει: [1238, 1206, 1354, 1251]
- horoscope-cell: Ἀνταγωνιστάς: [1312, 246, 1375, 258]
- pram-caption: — Κάνου θὰ εἶναι κὰὶ πιῶ τὸ μωρό...: [1176, 858, 1318, 867]
- footer-ad: ΚΟΣΤΟΥΜΙΑ-ΣΑΚΚΑΚΙΑ-ΠΑΝΤΑΛΟΝΙΑ-ΑΝΔΡΙΚΟΙ ΝΕΩΤΕΡΙΣΜΟΙ ★ ΧΑΜΗΛΕΣ ΤΙΜΕΣ ★ ΓΟΥΤΑΚΗΣ-ΣΤΑΔΙΟΥ 49: [155, 2131, 1375, 2169]
- newspaper-page: [152, 147, 1611, 2172]
- crossword-cell[interactable]: [1332, 1304, 1346, 1318]
- ad-doctor-parisis: ΑΦΡΟΔΙΣΙΟΛΟΓΟΣ ΙΑΤΡΟΣ Γ. Ν. ΠΑΡΙΣΗΣ Δέχεται 4Μ «Γώνω Κωνσταντίνου καὶ Σωκράτους 26 καὶ 'Απόλλωνος». Τηλ. καὶ 2–8. Τηλ. 52.886.: [292, 1829, 413, 1907]
- crossword-cell[interactable]: [1234, 1304, 1248, 1318]
- horoscope-cell: 11 Σεπτ.—23 Σεπτ.: [1119, 417, 1197, 429]
- comic-caption: — Πάντως ἐφ' ὅσον τὸ ἐπιθυμεῖτε κύριοι σᾶς ἀφήνω... ἄν καὶ θὰ ἔπρεπε νὰ φοβηθῆτε τὴν ὀργὴ τοῦ θεοῦ Βάαμπ!... — Ρίπ, δὲν μοῦ ἀρέσει καθόλου αὐτὴ ἡ κυρία Νιέντου... — Νομίζω ὅτι ἄνθρωποι τῶν σύζυγο τῆς πολὺ καλά... — Πάντως τὶ φροντὶς γιὰ ἐμᾶς αὐτοῦ...: [423, 378, 1109, 396]
- no-title-banner: Χωρὶς Τίτλο...: [1119, 507, 1240, 551]
- horoscope-cell: Ἀπάτες: [1312, 451, 1375, 463]
- crossword-cell[interactable]: [1290, 1331, 1304, 1346]
- horoscope-cell: Τυραννία: [1197, 406, 1259, 417]
- crossword-cell[interactable]: [1234, 1275, 1248, 1290]
- horoscope-cell: Κολακεία: [1259, 337, 1312, 349]
- horoscope-cell: 24 Ὀκτ.—10 Νοεμ.: [1119, 451, 1197, 463]
- crossword-cell[interactable]: [1261, 1318, 1275, 1332]
- horoscope-cell: 11 Νοεμ.—22 Νοεμ.: [1119, 463, 1197, 474]
- horoscope-row: [1119, 429, 1375, 440]
- horoscope-cell: Προσπάθεια: [1259, 349, 1312, 360]
- horoscope-row: [1119, 474, 1375, 486]
- crossword-cell[interactable]: [1234, 1262, 1248, 1276]
- horoscope-row: [1119, 258, 1375, 269]
- crossword-cell[interactable]: [1317, 1318, 1332, 1332]
- crossword-cell[interactable]: [1317, 1262, 1332, 1276]
- horoscope-cell: Ὑπομονὴ: [1197, 326, 1259, 337]
- horoscope-cell: Τραχύματα: [1259, 235, 1312, 246]
- thousand-lines-title: Χίλια δυό σὲ τρεῖς στῆλες: [575, 1038, 1109, 1076]
- ad-cardiologist: Ο ΚΑΡΔΙΟΛΟΓΟΣ ΙΑΤΡΟΣ Κ. ΠΑΝΤΕΛΗΣ ΒΥΖΟΥΚΗΣ Δέχεται 5—8 μ.μ. Βουλῆς 9. Τηλ. 36.046: [1218, 1622, 1375, 1659]
- horoscope-cell: Μητέρες: [1312, 474, 1375, 486]
- ad-psychiatrist: ΨΥΧΙΑΤΡΟΣ ΝΕΥΡΟΛΟΓΟΣ ΚΩΝΣΤ. ΜΙΤΣΥΤΣΗΣ Δέχεται 5—8 μ.μ. Ὁδ. Ναυαρίνου 59. Τηλ. 54.487.: [1218, 1663, 1375, 1708]
- ad-radiologists: ΕΝΩΣΙΣ ΑΚΤΙΝΟΛΟΓΩΝ ΑΘΗΝΩΝ - ΠΕΙΡΑΙΩΣ (Ε.Α.Α.Π.) ΠΡΟΣΚΛΗΣΙΣ. Τὸ Διοικητικὸν Συμβούλιον καλεῖ τὰ μέλη εἰς Γενικὴν Συνέλευσιν τὴν 6ην Δεκεμβρίου 1953.: [423, 832, 566, 901]
- crossword-cell[interactable]: [1247, 1262, 1261, 1276]
- crossword-cell[interactable]: [1234, 1331, 1248, 1346]
- horoscope-row: [1119, 440, 1375, 451]
- center-area: [423, 150, 1109, 2169]
- comic-panel-1: [423, 185, 592, 375]
- horoscope-cell: Ἐπιτυχία: [1197, 463, 1259, 474]
- ad-erythraia: ΚΟΙΝΟΤΗΣ Ν. ΕΡΥΘΡΑΙΑΣ ΕΠΑΝΑΛΗΨΙΣ ΔΗΜΟΠΡΑΣΙΑΣ. Ἡ Κοινότης Νέας Ἐρυθραίας ἐκθέτει εἰς δημοπρασίαν τὴν διάνοιξιν ὁδῶν.: [1218, 1554, 1375, 1618]
- crossword-cell[interactable]: [1332, 1346, 1346, 1360]
- ad-chalandri: ΔΗΜΟΣ ΧΑΛΑΝΔΡΙΟΥ Ο ΔΗΜΑΡΧΟΣ ΧΑΛΑΝΔΡΙΟΥ ΓΝΩΣΤΟΠΟΙΕΙ ΟΤΙ: ἐκτίθεται εἰς δημοπρασίαν ἡ ἐκμίσθωσις τοῦ δημοτικοῦ καφενείου. Ο ΔΗΜΑΡΧΟΣ ΜΑΝΟΣ ΚΑΡΕΛΛΑΣ: [423, 907, 566, 978]
- portrait-banner: ΤΟ ΠΟΡΤΡΑΙΤΟ της ημέρας: [159, 150, 413, 203]
- samson-kicker: Η ΠΙΟ ΔΡΑΜΑΤΙΚΗ ΣΕΛΙΣ ΤΗΣ ΒΙΒΛΟΥ: [1140, 877, 1354, 888]
- horoscope-cell: Πειράματα: [1259, 258, 1312, 269]
- crossword-cell: [1290, 1262, 1304, 1276]
- serial-kicker: ΕΝΑ ΣΥΝΑΡΠΑΣΤΙΚΟΝ ΑΝΑΓΝΩΣΜΑ: [185, 731, 387, 741]
- want-to-know-title: Τί θέλετε νὰ μάθετε;: [423, 388, 566, 445]
- horoscope-cell: Ἐκπληξις: [1197, 372, 1259, 383]
- crossword-cell: [1261, 1290, 1275, 1304]
- crossword-cell: [1346, 1318, 1360, 1332]
- horoscope-cell: Πείσματα: [1197, 429, 1259, 440]
- want-to-know-column: Τί θέλετε νὰ μάθετε; ΑΝΑΣΚΑΦΑΙ ΠΥΛΙΑΣ Βύθισαν Μεσσηνίων. Αἱ ἀνασκαφαὶ εἰς Πυλίαν ἐξακολουθοῦν μὲ ἐπιτυχίαν. Ἀνευρέθησαν νέα ὑπολείμματα τοῦ ἀνακτόρου τοῦ Νέστορος, πλάκες μὲ γραμμικὴν γραφὴν καὶ ἀγγεῖα. ΣΧΟΛΗ ΔΟΚΙΜΩΝ Γεώργιον Ι. Μεταναγνώστη. Ἡ εἰσαγωγὴ εἰς τὴν Σχολὴν Δοκίμων γίνεται δι' εἰσιτηρίων ἐξετάσεων· πληροφορίαι εἰς τὸ Ὑπουργεῖον. ΤΑ ΝΕΑ ΧΑΡΤΟΝΟΜΙΣΜΑΤΑ Γεώργιον Κ. Καλόφυλλον. Τὰ νέα χαρτονομίσματα θὰ κυκλοφορήσουν κατὰ τὸ προσεχὲς ἔτος, μετὰ τὴν ἀφαίρεσιν τῶν τριῶν μηδενικῶν. ΕΝΟΙΚΙΟΣΤΑΣΙΑΚΑ Γιάννην Α. Κοκόβαν. Ὁ νόμος περὶ ἐνοικιοστασίου παρατείνεται μέχρι τέλους τοῦ ἔτους. ΜΗΔΕΝΙΚΑ Χρ. Μπ. Ἐπὶ τοῦ ζητήματος τῶν νέων δραχμῶν ἀπάντησις εἰς τὸ σημερινὸν φύλλον. ΑΠΟΜΝΗΜΟΝΕΥΜΑΤΑ ΝΑΠΟΛΕΟΝΤΟΣ Φίλον τοῦ «Ἐμπρός». Τὰ ἀπομνημονεύματα τοῦ Ναπολέοντος ἐκυκλοφόρησαν καὶ εἰς ἑλληνικὴν μετάφρασιν. ΓΡΑΜΜΑΤΟΣΗΜΑ Ι. Π. Λαγκάδα. Τὰ ἑλληνικὰ γραμματόσημα τῆς σειρᾶς 1953 κυκλοφοροῦν ἀπὸ τοῦ Δεκεμβρίου. Ο ΠΟΛΥΞΕΡΟΣ ΕΝΩΣΙΣ ΑΚΤΙΝΟΛΟΓΩΝ ΑΘΗΝΩΝ - ΠΕΙΡΑΙΩΣ (Ε.Α.Α.Π.) ΠΡΟΣΚΛΗΣΙΣ. Τὸ Διοικητικὸν Συμβούλιον καλεῖ τὰ μέλη εἰς Γενικὴν Συνέλευσιν τὴν 6ην Δεκεμβρίου 1953. ΔΗΜΟΣ ΧΑΛΑΝΔΡΙΟΥ Ο ΔΗΜΑΡΧΟΣ ΧΑΛΑΝΔΡΙΟΥ ΓΝΩΣΤΟΠΟΙΕΙ ΟΤΙ: ἐκτίθεται εἰς δημοπρασίαν ἡ ἐκμίσθωσις τοῦ δημοτικοῦ καφενείου. Ο ΔΗΜΑΡΧΟΣ ΜΑΝΟΣ ΚΑΡΕΛΛΑΣ ΑΦΡΟΔΙΣΙΑ - ΔΕΡΜΑΤΙΚΑ Ο ΚΩΝΣΤΑΝΤΙΝΟΥΠΟΛΙΤΗΣ ΙΑΤΡΟΣ Α. ΓΡΗΓΟΡΙΑΔΗΣ Δέχεται: Βαλαωρίτου 7, πλησίον Ἀγίου Κωνσταντίνου (Ὁμόνοια) 9—1 καὶ 4—8. Τηλ. 55.307.: [423, 388, 566, 1927]
- hair-show-kicker: ΣΟΒΑΡΑ ΚΑΙ ΑΣΤΕΙΑ ΤΟΥ ΕΙΚΟΣΙΤΕΤΡΑΩΡΟΥ: [716, 388, 969, 398]
- crossword-cell[interactable]: [1234, 1360, 1248, 1374]
- crossword-cell[interactable]: [1261, 1275, 1275, 1290]
- crossword-cell[interactable]: [1275, 1374, 1290, 1388]
- crossword-cell: [1303, 1360, 1317, 1374]
- horoscope-title: Ἡ Τύχη σας ΣΗΜΕΡΑ: [1119, 150, 1375, 211]
- horoscope-cell: Ὀνειρα: [1312, 280, 1375, 292]
- horoscope-cell: Ἀδελφούς: [1312, 429, 1375, 440]
- serial-deck: Η ΕΚΠΛΗΚΤΙΚΗ ΙΣΤΟΡΙΑ ΕΝΟΣ ΑΝΘΡΩΠΟΥ ΠΟΥ ΕΠΑΙΞΕ ΖΩΗ ΠΟΥ ΑΝΕΣΤΑΤΩΣΕ ΤΗΝ ΣΥΓΧΡΟΝΟΝ ΕΠΙΣΤΗΜΗΝ: [159, 857, 413, 874]
- horoscope-cell: 20 Φεβρ.—5 Μαρτ.: [1119, 269, 1197, 280]
- portrait-photo: [159, 207, 248, 323]
- horoscope-cell: Ἀνάπαυσι: [1259, 383, 1312, 394]
- portrait-text-left: Ὁ Ἀμερικανὸς καθηγητὴς τῆς Βιοχημείας Φρὶτς Λίπμανν, ὁ ὁποῖος ἐτιμήθη μὲ τὸ Βραβεῖον Νόμπελ τῆς Ἰατρικῆς διὰ τὸ ἔτος 1953, εἶναι γερμανικῆς καταγωγῆς. Ἐγεννήθη εἰς τὸ Κένιξμπεργκ τὸ 1899 καὶ ἐσπούδασεν εἰς τὸ Βερολῖνον. Ἐργάσθηκε ἐπὶ σειρὰν ἐτῶν εἰς τὰ ἐργαστήρια τῆς Κοπεγχάγης.: [159, 345, 246, 493]
- crossword-cell[interactable]: [1317, 1304, 1332, 1318]
- horoscope-cell: 21 Ἀπρ.—6 Μαΐου: [1119, 315, 1197, 326]
- crossword-cell[interactable]: [1332, 1331, 1346, 1346]
- horoscope-cell: 12 Ὀκτ.—23 Ὀκτ.: [1119, 440, 1197, 451]
- crossword-cell[interactable]: [1275, 1290, 1290, 1304]
- horoscope-cell: Βαρκο: [1312, 292, 1375, 303]
- horoscope-cell: 6 Φεβρ.—19 Φεβρ.: [1119, 258, 1197, 269]
- crossword-cell[interactable]: [1234, 1290, 1248, 1304]
- continued-tag: ΚΟΥΠΡΑ-Γ-Τ «ΕΜΠΡΟΣ»: [1056, 150, 1109, 179]
- crossword-cell[interactable]: [1275, 1262, 1290, 1276]
- crossword-cell: [1303, 1331, 1317, 1346]
- horoscope-cell: Ἐντολὴ: [1259, 474, 1312, 486]
- horoscope-cell: Ἐπιείκεια: [1197, 337, 1259, 349]
- crossword-cell[interactable]: [1261, 1360, 1275, 1374]
- horoscope-cell: Ἐξαρίθμησις: [1197, 315, 1259, 326]
- crossword-cell[interactable]: [1247, 1290, 1261, 1304]
- horoscope-row: [1119, 315, 1375, 326]
- crossword-cell[interactable]: [1247, 1304, 1261, 1318]
- crossword-cell[interactable]: [1303, 1304, 1317, 1318]
- horoscope-cell: Ὑπολογισμούς: [1312, 235, 1375, 246]
- ad-nea-liosia: ΚΟΙΝΟΤΗΣ ΝΕΩΝ ΛΙΟΣΙΩΝ ΑΤΤΙΚΗΣ ΔΙΑΚΗΡΥΞΙΣ. Ὁ πρόεδρος τῆς Κοινότητος Νέων Λιοσίων προκηρύσσει δημοπρασίαν διὰ τὴν κατασκευὴν δικτύου ὕδρευσης.: [1119, 1636, 1212, 1746]
- horoscope-cell: Παραμονή: [1259, 326, 1312, 337]
- horoscope-cell: Κουτσός: [1312, 258, 1375, 269]
- thousand-lines-col1: Περιοδεία τῆς εἰκόνος τοῦ Ἀγίου Νικολάου. Ἡ θαυματουργὸς εἰκὼν θὰ περιοδεύσῃ εἰς τὰς ἐνορίας τοῦ Πειραιῶς. Ἡ Λίμνη. Ἡ λίμνη τῆς Βουλιαγμένης παραδίδεται εἰς τὴν κοινὴν χρῆσιν. Ἐφημερεύοντα Φαρμακεῖα. ΑΘΗΝΩΝ: Λυκαβηττοῦ 26, Σταδίου 58, Ἀκαδημίας 40, Πατησίων 112, Ἀχαρνῶν 210, Ἑρμοῦ 74, Μιχαλακοπούλου 15, Κορυζή 20. ΠΕΙΡΑΙΩΣ: Τσαμαδοῦ 32, Γούναρη 18. Λιγνῖται τοῦ Ἑλληνικοῦ χώρου. Κατὰ τὸ 1953 ἡ παραγωγὴ λιγνίτου ηὐξήθη κατὰ 30 τοῖς ἑκατόν. Ἡ Γενικὴ Συνέλευσις τῶν μελῶν τοῦ Ἐμπορικοῦ Συλλόγου θὰ γίνῃ τὴν 5ην Δεκεμβρίου. Θέματα ἡμερησίας διατάξεως: ἀπολογισμὸς καὶ ἐκλογαί. Ὁ Ὀργανισμὸς Λιμένος Πειραιῶς ἀνακοινώνει ὅτι ἐξετελέσθησαν ἔργα ἐπεκτάσεως τῆς προκυμαίας.: [575, 1080, 750, 1276]
- horoscope-cell: 21 Ἰουν.—6 Ἰουλ.: [1119, 360, 1197, 372]
- crossword-cell[interactable]: [1247, 1360, 1261, 1374]
- fifty-years-title: Σὰν σήμερα ΠΡΟ 50 ΧΡΟΝΩΝ: [755, 698, 929, 739]
- horoscope-cell: 7 Μαΐου—20 Μαΐου: [1119, 326, 1197, 337]
- comic-header: ΡΙΠ ΚΙΡΜΠΥ Ο ΜΟΝΤΕΡΝΟΣ ΣΕΡΛΟΚ ΧΟΛΜΣ: [478, 150, 1045, 182]
- horoscope-cell: Ἀπάτας: [1312, 394, 1375, 406]
- horoscope-row: [1119, 451, 1375, 463]
- horoscope-cell: 7 Ἰαν.—20 Ἰαν.: [1119, 235, 1197, 246]
- horoscope-cell: Μυστικὰ: [1197, 258, 1259, 269]
- serial-text-col1: Τὸ κουδούνι ἔνας ἐνεπληκτικό ἔκρουε τὴ κτυπῆ στὸ δωμάτιο τοῦ ἀγγαίου τοῦ σας ὅπου ἰδοὺ ἡ κατάστασις κάθε φορὰς. Νοί, ἦταν ἡ πρώτη του μεγάλη ἀπόφαση: τὴν ἔμεινε ἐκεῖνη. Δὲν ἔβλεπε τοῦ λόγου γιαὐ, καὶ σιγὰ ὅπως ἦταν ὁ Ρολφ. Τόση τὸ χειρόταξο, θὰ ἔβλεπε τὸν δικό του ἄνθρωπο· δὲν τὸν ἤθελε καθόλου. Ἀλλὰ πάντως ἡ Κλέες εἶχε τὰ ἴδια τῆς, καὶ ὁ Ρολφ εἶχε ὑποσχεθεῖ ὅτι θὰ ἐρχότανε ἀμέσως. Μὲ λίγα λόγια ἀντελήφθη ὅτι ὁ Ρολφ ἐκεῖ ἔβλεπε καὶ δὲν ἤξερε πῶς νὰ μιλήσει. — Καλημέρα Κλέες! — ἀναφώνησε ὁ Ρολφ. Ἡ Κλέες χαμογέλασε ἀνήσυχα. Ἤξερε πὼς κάτι θὰ συμβῇ. Ἡ νύχτα ἦταν μεγάλη καὶ ἡ Κλέες δὲν εἶχε κλείσει μάτι. Ἡ καρδιὰ της χτυποῦσε δυνατά. Τότε ὁ Ρολφ ἐγέλασε δυνατά καὶ τὴν ἐπλησίασε. Ἡ φωνὴ του ἦταν γλυκιὰ ἀλλὰ τὰ μάτια του ψυχρά.: [159, 901, 282, 1185]
- horoscope-row: [1119, 326, 1375, 337]
- horoscope-cell: Ξένους: [1312, 337, 1375, 349]
- horoscope-cell: Ἐκπλήξεις: [1312, 303, 1375, 315]
- fifty-years-text: Οἱ νεοσύλλεκτοι τῆς κλάσεως 1903 παρουσιάσθησαν χθὲς εἰς τὰ Φρουραρχεῖα. Ἡ Βουλὴ συνῆλθε εἰς τακτικὴν συνεδρίασιν. Εἰς τὸ Δημοτικὸν Θέατρον ἐπαίχθη ἡ «Τόσκα» μὲ μεγάλην ἐπιτυχίαν. Ἐκ τῆς ἐπαρχίας ἀναγγέλλονται βροχαὶ καὶ χιόνια εἰς τὰ ὀρεινά. Ἡ τιμὴ τοῦ ἄρτου διατηρεῖται σταθερά.: [755, 751, 930, 814]
- cartoon-caption: Χωρίς λόγια: [365, 712, 413, 720]
- crossword-cell[interactable]: [1261, 1346, 1275, 1360]
- horoscope-row: [1119, 246, 1375, 258]
- page-number: ΣΕΛΙΣ 2 28.11.53: [423, 150, 466, 169]
- crossword-cell[interactable]: [1261, 1374, 1275, 1388]
- horoscope-cell: Καλοσύνη: [1197, 486, 1259, 497]
- horoscope-cell: Κατάβασι: [1259, 292, 1312, 303]
- horoscope-cell: Ἐπανόρθωσι: [1259, 463, 1312, 474]
- crossword-cell[interactable]: [1247, 1331, 1261, 1346]
- horoscope-row: [1119, 269, 1375, 280]
- no-title-text: Τὸ κρύο ποὺ ξέσπασε τελευταίως εἰς τὴν χώραν μας ἔφερε τὸ ξεκαθάρισμα τῶν ἐπανωφοριῶν. «Ἐμπρός» ἡ Διεύθυνσις ἐπιθυμεῖ νὰ εἶναι εἰλικρινής πρὸς τοὺς ἀναγνώστας της. — Ἔτσι, γιὰ νὰ ξέρω τοῦ Χαλαΐ, λέγει ἕνας φίλος μας. Ὁ κ. Χαντζάρας ὑπεστήριξε ὅτι ἡ ἀγορὰ δὲν κινεῖται. — Καὶ ἡ ρύθμισις τῶν ἐνοικίων; — Περιμένουμε, ἀπάντησε. Ἡ Κυβέρνησις ἐξετάζει νέα μέτρα διὰ τὴν ἀκρίβειαν. Στὴ Βουλὴ σήμερα: Κυρίες καὶ Κύριοι, ἐπανερχόμεθα. Ὅλα αὐτὰ εἶναι γνωστά. Κάνουν ὅμως ἐντύπωσι.: [1119, 554, 1240, 759]
- horoscope-cell: 7 Ἰουλ.—22 Ἰουλ.: [1119, 372, 1197, 383]
- crossword-cell[interactable]: [1303, 1275, 1317, 1290]
- horoscope-cell: Πρωτοβουλίες: [1312, 486, 1375, 497]
- crossword-cell[interactable]: [1346, 1374, 1360, 1388]
- crossword-cell[interactable]: [1247, 1318, 1261, 1332]
- crossword-cell: [1290, 1290, 1304, 1304]
- horoscope-row: [1119, 349, 1375, 360]
- horoscope-cell: Δόκιμο: [1312, 269, 1375, 280]
- horoscope-cell: Σταθερότης: [1197, 235, 1259, 246]
- wordless-cartoon: [159, 567, 413, 712]
